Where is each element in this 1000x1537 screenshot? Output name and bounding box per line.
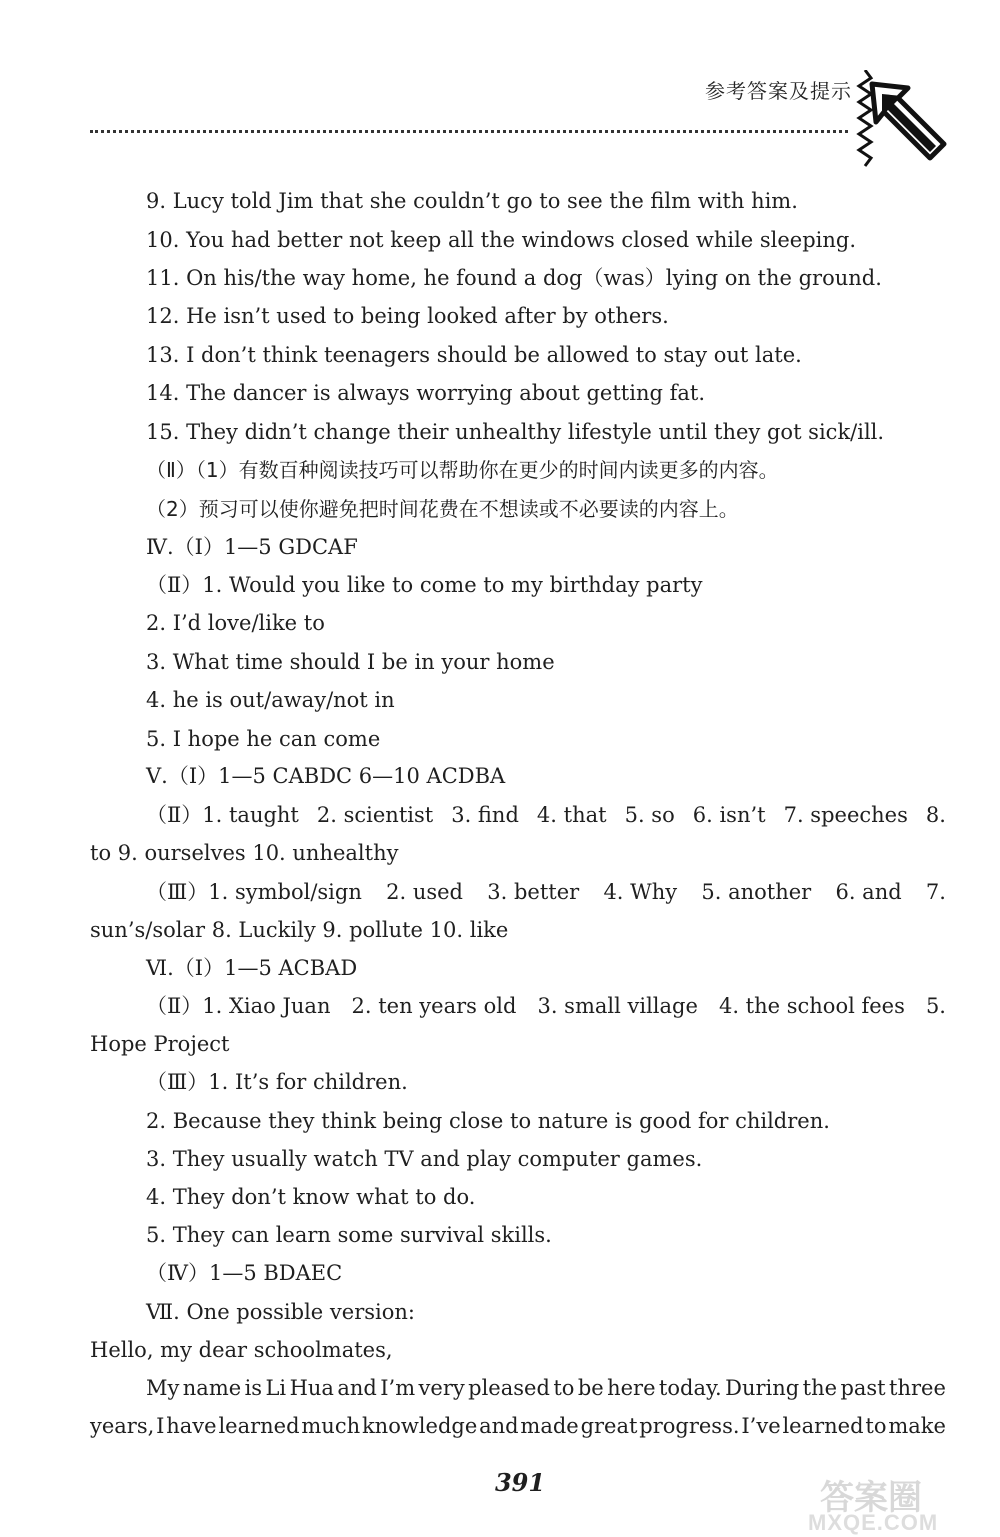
word: to bbox=[553, 1376, 575, 1400]
answer-item: 2. used bbox=[386, 880, 463, 904]
word: learned bbox=[782, 1414, 864, 1438]
arrow-icon bbox=[868, 80, 948, 170]
word: three bbox=[889, 1376, 946, 1400]
answer-line: （Ⅳ）1—5 BDAEC bbox=[146, 1261, 343, 1285]
answer-line-justified bbox=[90, 879, 946, 905]
word: the bbox=[802, 1376, 838, 1400]
answer-line: （Ⅲ）1. It’s for children. bbox=[146, 1070, 408, 1094]
dotted-rule bbox=[90, 130, 848, 133]
word: progress. bbox=[639, 1414, 740, 1438]
word: to bbox=[865, 1414, 887, 1438]
answer-item: 3. find bbox=[451, 803, 519, 827]
section-heading: Ⅶ. One possible version: bbox=[146, 1300, 415, 1324]
answer-line: Hope Project bbox=[90, 1032, 230, 1056]
answer-line: 5. They can learn some survival skills. bbox=[146, 1223, 552, 1247]
answer-item: 4. the school fees bbox=[718, 994, 905, 1018]
watermark-text-en: MXQE.COM bbox=[808, 1510, 939, 1535]
answer-line-chinese: （Ⅱ）（1）有数百种阅读技巧可以帮助你在更少的时间内读更多的内容。 bbox=[146, 458, 779, 482]
word: and bbox=[337, 1376, 377, 1400]
section-heading: Ⅳ.（Ⅰ）1—5 GDCAF bbox=[146, 535, 358, 559]
answer-line: 4. They don’t know what to do. bbox=[146, 1185, 476, 1209]
word: very bbox=[418, 1376, 465, 1400]
answer-line: 12. He isn’t used to being looked after by others. bbox=[146, 304, 669, 328]
answer-line: 10. You had better not keep all the windows closed while sleeping. bbox=[146, 228, 857, 252]
answer-line: 3. They usually watch TV and play computer games. bbox=[146, 1147, 703, 1171]
answer-line: 5. I hope he can come bbox=[146, 727, 381, 751]
answer-line: 3. What time should I be in your home bbox=[146, 650, 555, 674]
answer-line: （Ⅱ）1. Would you like to come to my birthday party bbox=[146, 573, 703, 597]
word: I’m bbox=[380, 1376, 416, 1400]
answer-line: 4. he is out/away/not in bbox=[146, 688, 395, 712]
answer-line: 14. The dancer is always worrying about getting fat. bbox=[146, 381, 705, 405]
word: great bbox=[580, 1414, 638, 1438]
word: Hua bbox=[289, 1376, 334, 1400]
word: have bbox=[166, 1414, 217, 1438]
answer-item: 6. and bbox=[835, 880, 902, 904]
word: learned bbox=[218, 1414, 300, 1438]
answer-line: 2. I’d love/like to bbox=[146, 611, 325, 635]
word: be bbox=[577, 1376, 604, 1400]
word: years, bbox=[90, 1414, 155, 1438]
word: My bbox=[146, 1376, 180, 1400]
answer-line: 11. On his/the way home, he found a dog（was）lying on the ground. bbox=[146, 266, 882, 290]
word: I’ve bbox=[741, 1414, 781, 1438]
word: pleased bbox=[468, 1376, 550, 1400]
answer-item: 2. scientist bbox=[316, 803, 434, 827]
answer-item: （Ⅱ）1. Xiao Juan bbox=[146, 994, 331, 1018]
answer-item: 7. speeches bbox=[783, 803, 908, 827]
answer-item: 2. ten years old bbox=[351, 994, 517, 1018]
letter-greeting: Hello, my dear schoolmates, bbox=[90, 1338, 393, 1362]
answer-item: 6. isn’t bbox=[692, 803, 766, 827]
word: During bbox=[725, 1376, 800, 1400]
answer-item: 4. Why bbox=[603, 880, 678, 904]
word: here bbox=[607, 1376, 656, 1400]
answer-item: 3. better bbox=[487, 880, 580, 904]
word: I bbox=[156, 1414, 165, 1438]
page-number: 391 bbox=[494, 1468, 546, 1497]
answer-item: 8. bbox=[925, 803, 946, 827]
word: name bbox=[182, 1376, 242, 1400]
answer-item: 5. so bbox=[624, 803, 675, 827]
paragraph-line bbox=[90, 1375, 946, 1401]
section-heading: Ⅴ.（Ⅰ）1—5 CABDC 6—10 ACDBA bbox=[146, 764, 506, 788]
page-header-title: 参考答案及提示 bbox=[705, 79, 852, 103]
answer-item: 5. bbox=[925, 994, 946, 1018]
answer-line: 9. Lucy told Jim that she couldn’t go to see the film with him. bbox=[146, 189, 798, 213]
answer-item: 4. that bbox=[536, 803, 607, 827]
answer-item: 7. bbox=[925, 880, 946, 904]
word: made bbox=[520, 1414, 579, 1438]
word: past bbox=[840, 1376, 886, 1400]
answer-line-chinese: （2）预习可以使你避免把时间花费在不想读或不必要读的内容上。 bbox=[146, 497, 739, 521]
answer-line: 2. Because they think being close to nature is good for children. bbox=[146, 1109, 830, 1133]
watermark-text-zh: 答案圈 bbox=[820, 1478, 922, 1518]
word: Li bbox=[265, 1376, 287, 1400]
word: is bbox=[244, 1376, 263, 1400]
answer-item: （Ⅲ）1. symbol/sign bbox=[146, 880, 362, 904]
answer-item: 3. small village bbox=[537, 994, 698, 1018]
watermark-logo bbox=[800, 1470, 1000, 1534]
answer-line: 15. They didn’t change their unhealthy lifestyle until they got sick/ill. bbox=[146, 420, 885, 444]
answer-item: 5. another bbox=[701, 880, 812, 904]
word: make bbox=[888, 1414, 946, 1438]
answer-line: 13. I don’t think teenagers should be allowed to stay out late. bbox=[146, 343, 802, 367]
answer-line: to 9. ourselves 10. unhealthy bbox=[90, 841, 399, 865]
answer-line-justified bbox=[90, 802, 946, 828]
answer-line-justified bbox=[90, 993, 946, 1019]
word: today. bbox=[658, 1376, 722, 1400]
word: much bbox=[301, 1414, 361, 1438]
word: and bbox=[479, 1414, 519, 1438]
word: knowledge bbox=[361, 1414, 478, 1438]
paragraph-line bbox=[90, 1413, 946, 1439]
section-heading: Ⅵ.（Ⅰ）1—5 ACBAD bbox=[146, 956, 358, 980]
answer-item: （Ⅱ）1. taught bbox=[146, 803, 299, 827]
answer-line: sun’s/solar 8. Luckily 9. pollute 10. like bbox=[90, 918, 509, 942]
